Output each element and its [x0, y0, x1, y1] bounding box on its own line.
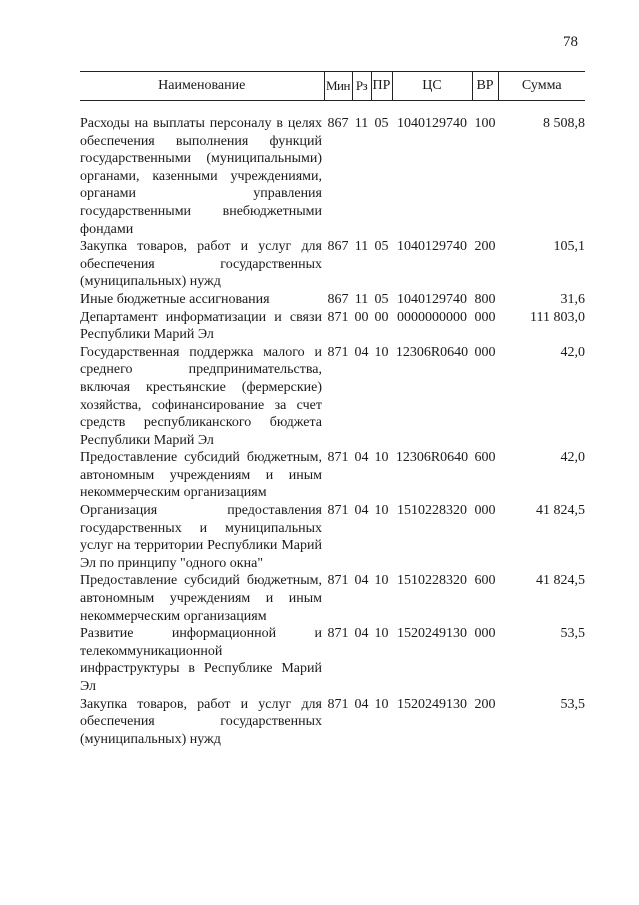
cell-rz: 00 [354, 309, 369, 325]
cell-rz: 04 [354, 450, 369, 466]
cell-name: Развитие информационной и телекоммуникационной инфраструктуры в Республике Марий Эл [80, 626, 322, 694]
cell-name: Государственная поддержка малого и среднего предпринимательства, включая крестьянские (фермерские) хозяйства, софинансирование за счет средств республиканского бюджета Республики Марий Эл [80, 344, 322, 448]
header-vr: ВР [472, 72, 498, 101]
header-cs: ЦС [392, 72, 472, 101]
header-rz: Рз [352, 72, 371, 101]
table-row [80, 238, 585, 291]
cell-vr: 600 [474, 450, 496, 466]
cell-vr: 000 [474, 309, 496, 325]
cell-pr: 10 [374, 344, 389, 360]
cell-sum: 42,0 [560, 344, 585, 360]
cell-vr: 200 [474, 239, 496, 255]
cell-name: Организация предоставления государственных и муниципальных услуг на территории Республики Марий Эл по принципу "одного окна" [80, 503, 322, 571]
cell-vr: 000 [474, 503, 496, 519]
cell-vr: 000 [474, 626, 496, 642]
cell-vr: 600 [474, 573, 496, 589]
cell-cs: 0000000000 [397, 309, 467, 325]
cell-pr: 00 [374, 309, 389, 325]
cell-pr: 10 [374, 450, 389, 466]
cell-sum: 8 508,8 [543, 116, 585, 131]
cell-min: 871 [327, 696, 349, 712]
cell-pr: 05 [374, 239, 389, 255]
table-row [80, 625, 585, 695]
cell-sum: 53,5 [560, 626, 585, 642]
cell-cs: 12306R0640 [395, 450, 469, 466]
budget-table [80, 71, 585, 748]
cell-vr: 100 [474, 116, 496, 131]
cell-sum: 31,6 [560, 291, 585, 307]
table-row [80, 696, 585, 749]
header-name: Наименование [80, 72, 324, 101]
cell-min: 867 [327, 239, 349, 255]
cell-min: 871 [327, 626, 349, 642]
cell-min: 871 [327, 573, 349, 589]
table-body [80, 101, 585, 749]
cell-name: Закупка товаров, работ и услуг для обеспечения государственных (муниципальных) нужд [80, 239, 322, 290]
cell-pr: 05 [374, 116, 389, 131]
cell-cs: 1040129740 [397, 116, 467, 131]
cell-pr: 10 [374, 503, 389, 519]
table-row [80, 572, 585, 625]
cell-name: Иные бюджетные ассигнования [80, 291, 270, 307]
table-header [80, 72, 585, 101]
cell-rz: 11 [354, 291, 369, 307]
cell-sum: 53,5 [560, 696, 585, 712]
header-min: Мин [324, 72, 352, 101]
table-row [80, 344, 585, 450]
cell-cs: 1040129740 [397, 291, 467, 307]
cell-pr: 10 [374, 573, 389, 589]
table-row [80, 115, 585, 238]
cell-rz: 11 [354, 239, 369, 255]
cell-name: Закупка товаров, работ и услуг для обеспечения государственных (муниципальных) нужд [80, 696, 322, 747]
cell-pr: 10 [374, 696, 389, 712]
header-sum: Сумма [498, 72, 585, 101]
cell-name: Предоставление субсидий бюджетным, автономным учреждениям и иным некоммерческим организациям [80, 450, 322, 501]
cell-vr: 000 [474, 344, 496, 360]
cell-sum: 111 803,0 [530, 309, 585, 325]
cell-cs: 1510228320 [397, 573, 467, 589]
cell-rz: 04 [354, 344, 369, 360]
table-row [80, 309, 585, 344]
header-pr: ПР [371, 72, 392, 101]
cell-cs: 1520249130 [397, 626, 467, 642]
cell-cs: 1510228320 [397, 503, 467, 519]
cell-sum: 105,1 [553, 239, 585, 255]
cell-sum: 42,0 [560, 450, 585, 466]
cell-pr: 05 [374, 291, 389, 307]
cell-vr: 200 [474, 696, 496, 712]
cell-name: Предоставление субсидий бюджетным, автономным учреждениям и иным некоммерческим организациям [80, 573, 322, 624]
cell-sum: 41 824,5 [536, 503, 585, 519]
cell-name: Департамент информатизации и связи Республики Марий Эл [80, 309, 322, 343]
cell-min: 867 [327, 291, 349, 307]
cell-rz: 04 [354, 626, 369, 642]
cell-min: 871 [327, 503, 349, 519]
cell-name: Расходы на выплаты персоналу в целях обеспечения выполнения функций государственными (муниципальными) органами, казенными учреждениями, органами управления государственными внебюджетными фондами [80, 116, 322, 237]
cell-min: 871 [327, 309, 349, 325]
cell-min: 867 [327, 116, 349, 131]
cell-pr: 10 [374, 626, 389, 642]
cell-rz: 11 [354, 116, 369, 131]
page-number: 78 [563, 34, 578, 50]
cell-cs: 1520249130 [397, 696, 467, 712]
cell-rz: 04 [354, 696, 369, 712]
cell-rz: 04 [354, 503, 369, 519]
cell-rz: 04 [354, 573, 369, 589]
cell-cs: 12306R0640 [395, 344, 469, 360]
cell-min: 871 [327, 344, 349, 360]
table-row [80, 291, 585, 309]
cell-cs: 1040129740 [397, 239, 467, 255]
table-row [80, 502, 585, 572]
table-row [80, 449, 585, 502]
cell-vr: 800 [474, 291, 496, 307]
cell-sum: 41 824,5 [536, 573, 585, 589]
cell-min: 871 [327, 450, 349, 466]
